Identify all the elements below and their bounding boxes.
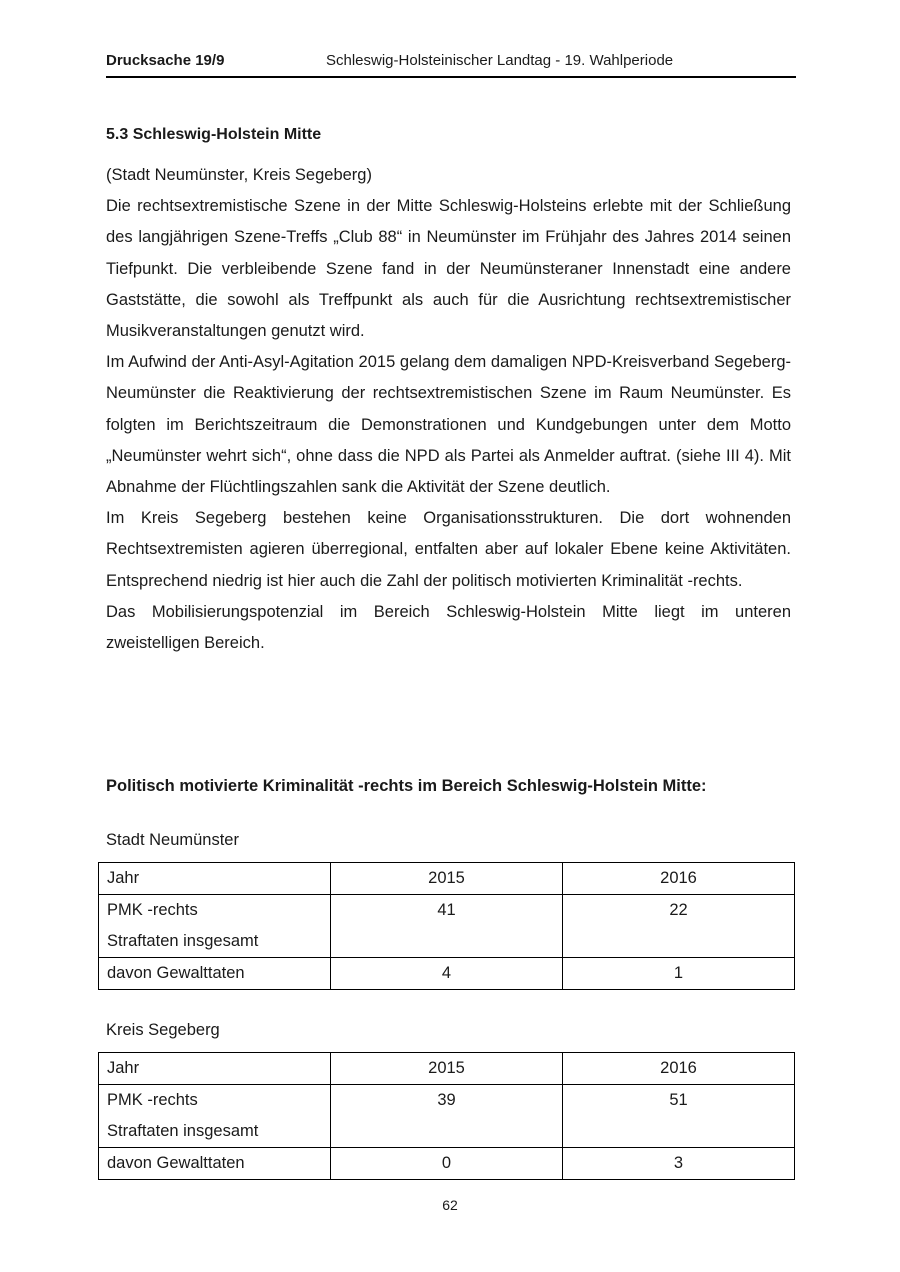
paragraph: Die rechtsextremistische Szene in der Mitte Schleswig-Holsteins erlebte mit der Schließung des langjährigen Szene-Treffs „Club 88“ in Neumünster im Frühjahr des Jahres 2014 seinen Tiefpunkt. Die verbleibende Szene fand in der Neumünsteraner Innenstadt eine andere Gaststätte, die sowohl als Treffpunkt als auch für die Ausrichtung rechtsextremistischer Musikveranstaltungen genutzt wird. — [106, 197, 791, 341]
paragraph: Im Aufwind der Anti-Asyl-Agitation 2015 gelang dem damaligen NPD-Kreisverband Segeberg-Neumünster die Reaktivierung der rechtsextremistischen Szene im Raum Neumünster. Es folgten im Berichtszeitraum die Demonstrationen und Kundgebungen unter dem Motto „Neumünster wehrt sich“, ohne dass die NPD als Partei als Anmelder auftrat. (siehe III 4). Mit Abnahme der Flüchtlingszahlen sank die Aktivität der Szene deutlich. — [106, 353, 791, 497]
table-kreis-segeberg — [98, 1052, 795, 1180]
paragraph: (Stadt Neumünster, Kreis Segeberg) — [106, 166, 372, 184]
row-label: davon Gewalttaten — [99, 958, 331, 990]
table-caption: Stadt Neumünster — [106, 831, 239, 849]
page-header — [106, 52, 796, 78]
header-cell: 2015 — [331, 863, 563, 895]
row-label-line: PMK -rechts — [107, 1091, 198, 1109]
header-cell: 2015 — [331, 1053, 563, 1085]
row-label-line: PMK -rechts — [107, 901, 198, 919]
row-label: davon Gewalttaten — [99, 1148, 331, 1180]
document-number: Drucksache 19/9 — [106, 52, 225, 69]
header-cell: 2016 — [563, 1053, 795, 1085]
cell-value: 22 — [563, 895, 795, 958]
table-stadt-neumuenster — [98, 862, 795, 990]
table-row — [99, 958, 795, 990]
cell-value: 41 — [331, 895, 563, 958]
table-row — [99, 895, 795, 958]
tables-heading: Politisch motivierte Kriminalität -rechts im Bereich Schleswig-Holstein Mitte: — [106, 777, 707, 795]
cell-value: 0 — [331, 1148, 563, 1180]
header-cell: 2016 — [563, 863, 795, 895]
body-text — [106, 160, 791, 659]
row-label-line: Straftaten insgesamt — [107, 932, 259, 950]
cell-value: 51 — [563, 1085, 795, 1148]
section-title: 5.3 Schleswig-Holstein Mitte — [106, 126, 322, 143]
row-label — [99, 1085, 331, 1148]
cell-value: 4 — [331, 958, 563, 990]
table-row — [99, 1148, 795, 1180]
paragraph: Das Mobilisierungspotenzial im Bereich Schleswig-Holstein Mitte liegt im unteren zweistelligen Bereich. — [106, 602, 791, 653]
table-row — [99, 1085, 795, 1148]
table-header-row — [99, 1053, 795, 1085]
row-label — [99, 895, 331, 958]
document-source: Schleswig-Holsteinischer Landtag - 19. Wahlperiode — [326, 52, 674, 69]
page-number: 62 — [442, 1197, 458, 1213]
cell-value: 3 — [563, 1148, 795, 1180]
row-label-line: Straftaten insgesamt — [107, 1122, 259, 1140]
table-caption: Kreis Segeberg — [106, 1021, 220, 1039]
cell-value: 1 — [563, 958, 795, 990]
header-cell: Jahr — [99, 1053, 331, 1085]
table-header-row — [99, 863, 795, 895]
cell-value: 39 — [331, 1085, 563, 1148]
paragraph: Im Kreis Segeberg bestehen keine Organisationsstrukturen. Die dort wohnenden Rechtsextremisten agieren überregional, entfalten aber auf lokaler Ebene keine Aktivitäten. Entsprechend niedrig ist hier auch die Zahl der politisch motivierten Kriminalität -rechts. — [106, 509, 791, 590]
header-cell: Jahr — [99, 863, 331, 895]
